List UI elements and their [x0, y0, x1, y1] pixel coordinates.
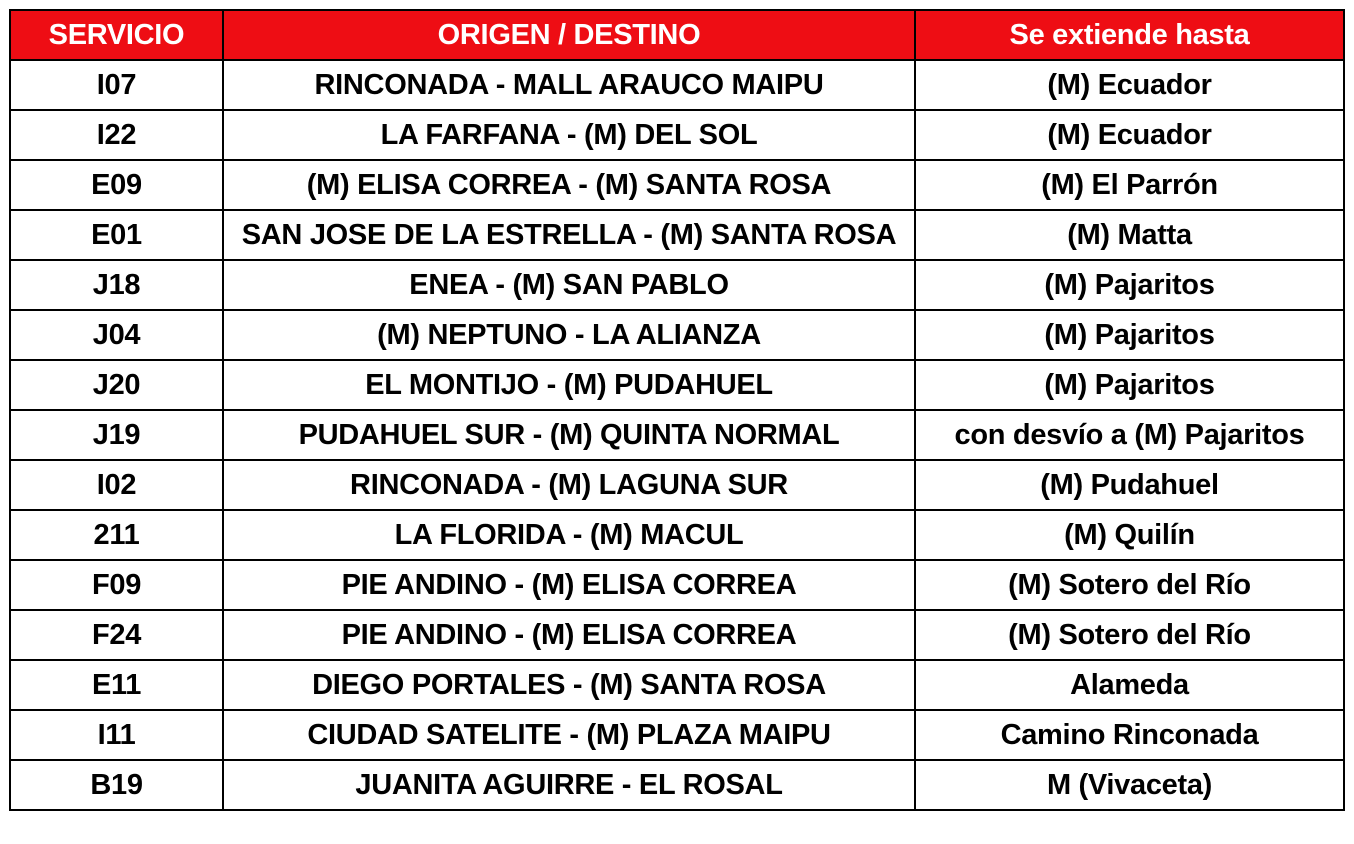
service-code-cell: I07: [10, 60, 223, 110]
origin-destination-cell: (M) NEPTUNO - LA ALIANZA: [223, 310, 915, 360]
table-row: [10, 110, 1344, 160]
table-row: [10, 210, 1344, 260]
service-code-cell: I02: [10, 460, 223, 510]
route-extension-table: [9, 9, 1345, 811]
table-row: [10, 710, 1344, 760]
table-row: [10, 460, 1344, 510]
extends-to-cell: (M) Ecuador: [915, 60, 1344, 110]
service-code-cell: E01: [10, 210, 223, 260]
extends-to-cell: (M) Matta: [915, 210, 1344, 260]
table-row: [10, 260, 1344, 310]
extends-to-cell: (M) Ecuador: [915, 110, 1344, 160]
table-row: [10, 610, 1344, 660]
origin-destination-cell: DIEGO PORTALES - (M) SANTA ROSA: [223, 660, 915, 710]
table-body: [10, 60, 1344, 810]
table-row: [10, 410, 1344, 460]
extends-to-cell: (M) Quilín: [915, 510, 1344, 560]
origin-destination-cell: ENEA - (M) SAN PABLO: [223, 260, 915, 310]
origin-destination-cell: PIE ANDINO - (M) ELISA CORREA: [223, 560, 915, 610]
origin-destination-cell: PIE ANDINO - (M) ELISA CORREA: [223, 610, 915, 660]
origin-destination-cell: PUDAHUEL SUR - (M) QUINTA NORMAL: [223, 410, 915, 460]
origin-destination-cell: RINCONADA - MALL ARAUCO MAIPU: [223, 60, 915, 110]
service-code-cell: F09: [10, 560, 223, 610]
extends-to-cell: Alameda: [915, 660, 1344, 710]
extends-to-cell: (M) Pajaritos: [915, 360, 1344, 410]
origin-destination-cell: RINCONADA - (M) LAGUNA SUR: [223, 460, 915, 510]
extends-to-cell: con desvío a (M) Pajaritos: [915, 410, 1344, 460]
extends-to-cell: (M) Sotero del Río: [915, 610, 1344, 660]
service-code-cell: J04: [10, 310, 223, 360]
service-code-cell: E11: [10, 660, 223, 710]
service-code-cell: I11: [10, 710, 223, 760]
service-code-cell: J19: [10, 410, 223, 460]
header-origen-destino: ORIGEN / DESTINO: [223, 10, 915, 60]
extends-to-cell: M (Vivaceta): [915, 760, 1344, 810]
table-row: [10, 360, 1344, 410]
table-row: [10, 660, 1344, 710]
table-row: [10, 310, 1344, 360]
table-row: [10, 560, 1344, 610]
table-header: [10, 10, 1344, 60]
service-code-cell: J18: [10, 260, 223, 310]
header-row: [10, 10, 1344, 60]
table-row: [10, 60, 1344, 110]
extends-to-cell: (M) Pudahuel: [915, 460, 1344, 510]
header-servicio: SERVICIO: [10, 10, 223, 60]
service-code-cell: J20: [10, 360, 223, 410]
origin-destination-cell: SAN JOSE DE LA ESTRELLA - (M) SANTA ROSA: [223, 210, 915, 260]
service-code-cell: F24: [10, 610, 223, 660]
table-row: [10, 160, 1344, 210]
extends-to-cell: (M) El Parrón: [915, 160, 1344, 210]
service-code-cell: 211: [10, 510, 223, 560]
origin-destination-cell: (M) ELISA CORREA - (M) SANTA ROSA: [223, 160, 915, 210]
origin-destination-cell: JUANITA AGUIRRE - EL ROSAL: [223, 760, 915, 810]
origin-destination-cell: EL MONTIJO - (M) PUDAHUEL: [223, 360, 915, 410]
origin-destination-cell: LA FARFANA - (M) DEL SOL: [223, 110, 915, 160]
service-code-cell: B19: [10, 760, 223, 810]
origin-destination-cell: CIUDAD SATELITE - (M) PLAZA MAIPU: [223, 710, 915, 760]
table-row: [10, 510, 1344, 560]
table-row: [10, 760, 1344, 810]
extends-to-cell: Camino Rinconada: [915, 710, 1344, 760]
extends-to-cell: (M) Pajaritos: [915, 310, 1344, 360]
service-code-cell: I22: [10, 110, 223, 160]
service-code-cell: E09: [10, 160, 223, 210]
route-extension-table-container: [9, 9, 1343, 811]
extends-to-cell: (M) Sotero del Río: [915, 560, 1344, 610]
extends-to-cell: (M) Pajaritos: [915, 260, 1344, 310]
header-se-extiende-hasta: Se extiende hasta: [915, 10, 1344, 60]
origin-destination-cell: LA FLORIDA - (M) MACUL: [223, 510, 915, 560]
